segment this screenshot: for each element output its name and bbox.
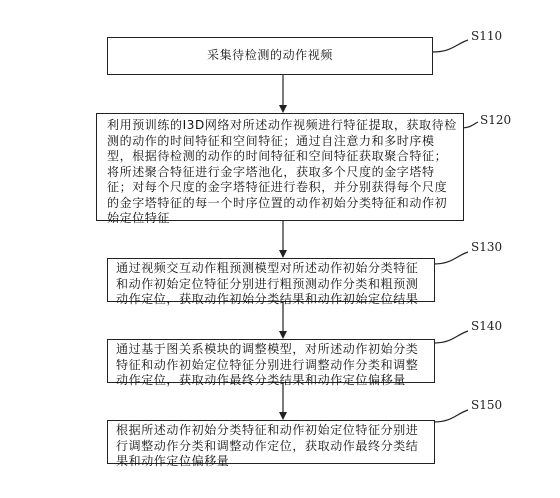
leader-s130 bbox=[434, 252, 468, 264]
step-label-s140: S140 bbox=[471, 319, 503, 333]
leader-s150 bbox=[434, 410, 468, 422]
arrowhead-s150 bbox=[279, 412, 287, 420]
arrowhead-s120 bbox=[279, 105, 287, 113]
step-label-s120: S120 bbox=[480, 113, 512, 127]
step-text-s120: 利用预训练的I3D网络对所述动作视频进行特征提取，获取待检测的动作的时间特征和空间特征；通过自注意力和多时序模型，根据待检测的动作的时间特征和空间特征获取聚合特征；将所述聚合特征进行金字塔池化，获取多个尺度的金字塔特征；对每个尺度的金字塔特征进行卷积，并分别获得每个尺度的金字塔特征的每一个时序位置的动作初始分类特征和动作初始定位特征 bbox=[107, 118, 457, 225]
step-box-s150 bbox=[107, 420, 435, 468]
arrowhead-s140 bbox=[279, 331, 287, 339]
step-text-s130: 通过视频交互动作粗预测模型对所述动作初始分类特征和动作初始定位特征分别进行粗预测动作分类和粗预测动作定位，获取动作初始分类结果和动作初始定位结果 bbox=[116, 261, 419, 306]
step-text-s150: 根据所述动作初始分类特征和动作初始定位特征分别进行调整动作分类和调整动作定位，获取动作最终分类结果和动作定位偏移量 bbox=[116, 423, 419, 468]
step-box-s140 bbox=[107, 339, 435, 387]
step-text-s140: 通过基于图关系模块的调整模型，对所述动作初始分类特征和动作初始定位特征分别进行调整动作分类和调整动作定位，获取动作最终分类结果和动作定位偏移量 bbox=[116, 342, 419, 387]
leader-s140 bbox=[434, 331, 468, 343]
step-box-s110 bbox=[107, 37, 433, 75]
step-label-s110: S110 bbox=[471, 29, 503, 43]
step-label-s150: S150 bbox=[471, 398, 503, 412]
leader-s120 bbox=[462, 122, 478, 128]
arrowhead-s130 bbox=[279, 250, 287, 258]
leader-s110 bbox=[432, 40, 468, 52]
step-box-s130 bbox=[107, 258, 435, 306]
step-box-s120 bbox=[96, 113, 464, 225]
step-text-s110: 采集待检测的动作视频 bbox=[206, 48, 333, 62]
step-label-s130: S130 bbox=[471, 240, 503, 254]
